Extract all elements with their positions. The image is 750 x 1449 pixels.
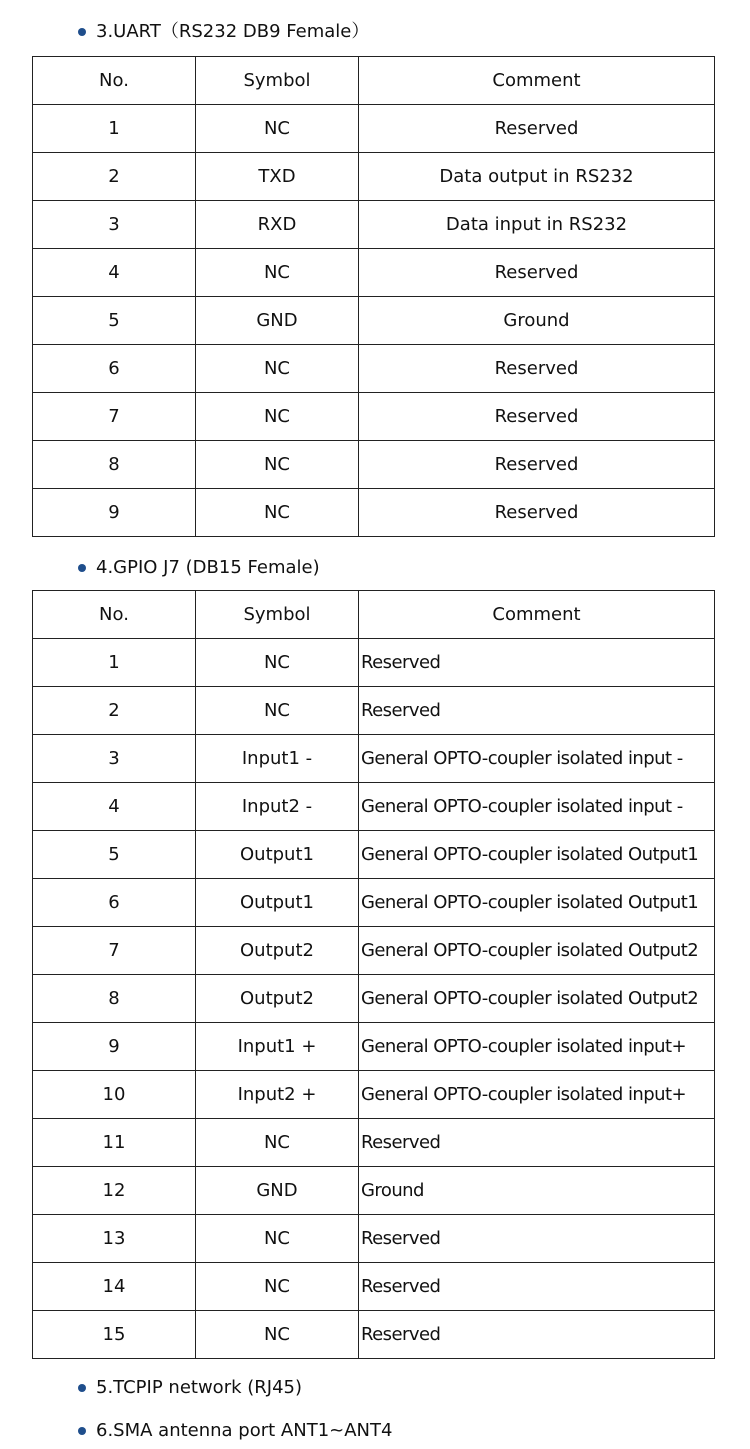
pin-comment: Reserved [359,1311,715,1359]
table-row [33,153,715,201]
pin-number: 7 [33,393,196,441]
pin-symbol: GND [196,297,359,345]
pin-number: 11 [33,1119,196,1167]
table-row [33,783,715,831]
pin-number: 5 [33,831,196,879]
pin-comment: Reserved [359,1215,715,1263]
header-comment: Comment [359,57,715,105]
pin-symbol: Input1 + [196,1023,359,1071]
pin-symbol: NC [196,393,359,441]
pin-symbol: NC [196,1263,359,1311]
pin-number: 3 [33,201,196,249]
pin-comment: Reserved [359,1119,715,1167]
pin-comment: Reserved [359,249,715,297]
pin-number: 8 [33,975,196,1023]
pin-comment: Data input in RS232 [359,201,715,249]
pin-symbol: NC [196,249,359,297]
header-symbol: Symbol [196,591,359,639]
table-row [33,489,715,537]
pin-comment: General OPTO-coupler isolated Output1 [359,879,715,927]
pin-symbol: NC [196,687,359,735]
table-row [33,1215,715,1263]
table-row [33,201,715,249]
pin-symbol: NC [196,1215,359,1263]
table-row [33,1023,715,1071]
pin-comment: Reserved [359,489,715,537]
uart-section-heading [78,20,369,44]
pin-comment: Reserved [359,639,715,687]
table-row [33,249,715,297]
pin-comment: General OPTO-coupler isolated Output2 [359,927,715,975]
pin-comment: General OPTO-coupler isolated Output1 [359,831,715,879]
table-row [33,927,715,975]
pin-number: 9 [33,489,196,537]
table-row [33,975,715,1023]
pin-comment: Reserved [359,1263,715,1311]
table-row [33,1119,715,1167]
table-row [33,639,715,687]
pin-number: 2 [33,153,196,201]
table-row [33,1311,715,1359]
table-row [33,687,715,735]
pin-symbol: NC [196,639,359,687]
pin-symbol: Output2 [196,927,359,975]
pin-number: 9 [33,1023,196,1071]
pin-comment: General OPTO-coupler isolated input - [359,735,715,783]
pin-number: 2 [33,687,196,735]
pin-symbol: NC [196,489,359,537]
pin-symbol: NC [196,1119,359,1167]
pin-symbol: Output1 [196,831,359,879]
pin-symbol: RXD [196,201,359,249]
pin-comment: General OPTO-coupler isolated input+ [359,1071,715,1119]
bullet-icon [78,564,86,572]
gpio-section-title: 4.GPIO J7 (DB15 Female) [96,557,320,578]
table-row [33,1071,715,1119]
pin-number: 8 [33,441,196,489]
pin-symbol: GND [196,1167,359,1215]
header-no: No. [33,57,196,105]
pin-comment: Reserved [359,105,715,153]
table-header-row [33,57,715,105]
header-comment: Comment [359,591,715,639]
pin-number: 1 [33,639,196,687]
gpio-section-heading [78,556,320,580]
table-row [33,1263,715,1311]
pin-number: 14 [33,1263,196,1311]
pin-comment: Reserved [359,687,715,735]
pin-symbol: NC [196,441,359,489]
pin-number: 6 [33,345,196,393]
sma-section-heading [78,1419,392,1443]
pin-symbol: Input2 + [196,1071,359,1119]
pin-comment: General OPTO-coupler isolated input+ [359,1023,715,1071]
header-symbol: Symbol [196,57,359,105]
pin-number: 10 [33,1071,196,1119]
pin-number: 7 [33,927,196,975]
bullet-icon [78,1427,86,1435]
sma-section-title: 6.SMA antenna port ANT1~ANT4 [96,1420,393,1441]
pin-comment: Ground [359,1167,715,1215]
pin-symbol: Input2 - [196,783,359,831]
table-row [33,831,715,879]
gpio-pin-table [32,590,715,1359]
pin-number: 3 [33,735,196,783]
pin-symbol: Output2 [196,975,359,1023]
pin-comment: Reserved [359,345,715,393]
pin-comment: General OPTO-coupler isolated input - [359,783,715,831]
bullet-icon [78,1384,86,1392]
pin-comment: Reserved [359,441,715,489]
pin-symbol: Input1 - [196,735,359,783]
table-row [33,879,715,927]
pin-number: 13 [33,1215,196,1263]
pin-number: 15 [33,1311,196,1359]
pin-number: 4 [33,783,196,831]
pin-comment: Ground [359,297,715,345]
pin-comment: General OPTO-coupler isolated Output2 [359,975,715,1023]
table-row [33,345,715,393]
pin-symbol: NC [196,1311,359,1359]
pin-number: 6 [33,879,196,927]
table-row [33,393,715,441]
table-row [33,105,715,153]
pin-symbol: NC [196,345,359,393]
table-row [33,441,715,489]
uart-section-title: 3.UART（RS232 DB9 Female） [96,21,370,42]
pin-number: 4 [33,249,196,297]
pin-comment: Data output in RS232 [359,153,715,201]
header-no: No. [33,591,196,639]
tcpip-section-heading [78,1376,302,1400]
pin-number: 5 [33,297,196,345]
tcpip-section-title: 5.TCPIP network (RJ45) [96,1377,303,1398]
pin-symbol: TXD [196,153,359,201]
pin-number: 1 [33,105,196,153]
table-header-row [33,591,715,639]
bullet-icon [78,28,86,36]
table-row [33,735,715,783]
table-row [33,1167,715,1215]
table-row [33,297,715,345]
pin-symbol: Output1 [196,879,359,927]
uart-pin-table [32,56,715,537]
pin-comment: Reserved [359,393,715,441]
pin-symbol: NC [196,105,359,153]
pin-number: 12 [33,1167,196,1215]
